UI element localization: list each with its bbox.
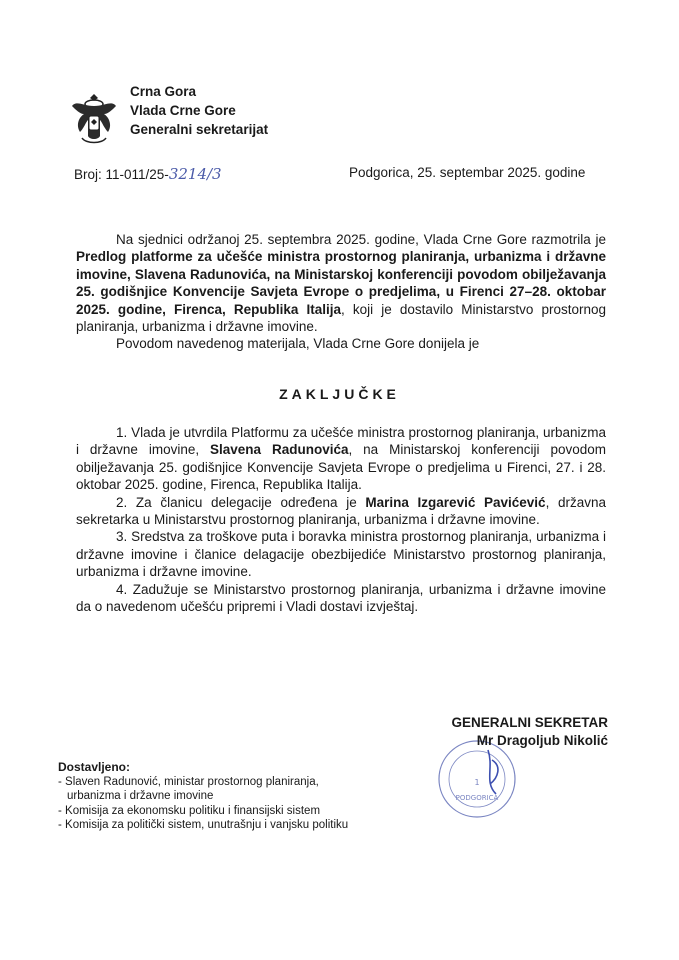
header-country: Crna Gora: [130, 84, 197, 99]
distribution-item: urbanizma i državne imovine: [67, 790, 214, 802]
distribution-item: - Slaven Radunović, ministar prostornog planiranja,: [58, 775, 319, 788]
intro-text-bold: Predlog platforme za učešće ministra prostornog planiranja, urbanizma i državne imovine, Slavena Radunovića, na Ministarskoj konferenciji povodom obilježavanja 25. godišnjice Konvencije Savjeta Evrope o predjelima, u Firenci 27–28. oktobar 2025. godine, Firenca, Republika Italija: [76, 249, 606, 317]
distribution-item: - Komisija za ekonomsku politiku i finansijski sistem: [58, 804, 321, 817]
official-stamp-icon: [436, 738, 518, 820]
conclusion-item: 3. Sredstva za troškove puta i boravka ministra prostornog planiranja, urbanizma i državne imovine i članice delagacije obezbijediće Ministarstvo prostornog planiranja, urbanizma i državne imovine.: [76, 529, 606, 580]
handwritten-number: 3214/3: [168, 165, 222, 183]
stamp-number: 1: [474, 778, 480, 787]
signature-role: GENERALNI SEKRETAR: [451, 715, 608, 730]
distribution-item: - Komisija za politički sistem, unutrašnju i vanjsku politiku: [58, 819, 349, 831]
conclusion-item: 2. Za članicu delegacije određena je Marina Izgarević Pavićević, državna sekretarka u Ministarstvu prostornog planiranja, urbanizma i državne imovine.: [76, 494, 607, 528]
conclusion-item: 4. Zadužuje se Ministarstvo prostornog planiranja, urbanizma i državne imovine da o navedenom učešću pripremi i Vladi dostavi izvještaj.: [76, 581, 606, 615]
intro-text-a: Na sjednici održanoj 25. septembra 2025. godine, Vlada Crne Gore razmotrila je: [116, 232, 606, 247]
distribution-list: [58, 760, 348, 833]
conclusion-item: 1. Vlada je utvrdila Platformu za učešće ministra prostornog planiranja, urbanizma i državne imovine, Slavena Radunovića, na Ministarskoj konferenciji povodom obilježavanja 25. godišnjice Konvencije Savjeta Evrope o predjelima u Firenci, 27. i 28. oktobar 2025. godine, Firenca, Republika Italija.: [76, 425, 606, 493]
conclusions-list: [76, 424, 606, 615]
header-government: Vlada Crne Gore: [130, 103, 236, 118]
header-secretariat: Generalni sekretarijat: [130, 122, 269, 137]
signature-block: [424, 714, 608, 750]
intro-paragraph: [76, 231, 606, 353]
intro-text-p2: Povodom navedenog materijala, Vlada Crne Gore donijela je: [116, 336, 480, 352]
decision-title: ZAKLJUČKE: [279, 386, 400, 402]
signature-name: Mr Dragoljub Nikolić: [476, 733, 608, 748]
coat-of-arms-icon: [70, 92, 118, 146]
reference-number-prefix: Broj: 11-011/25-: [74, 167, 169, 182]
intro-text-b: , koji je dostavilo Ministarstvo prostornog planiranja, urbanizma i državne imovine.: [76, 301, 606, 335]
stamp-city: PODGORICA: [455, 794, 499, 802]
distribution-heading: Dostavljeno:: [58, 760, 131, 774]
reference-number: [74, 165, 222, 183]
place-date: Podgorica, 25. septembar 2025. godine: [349, 165, 586, 180]
